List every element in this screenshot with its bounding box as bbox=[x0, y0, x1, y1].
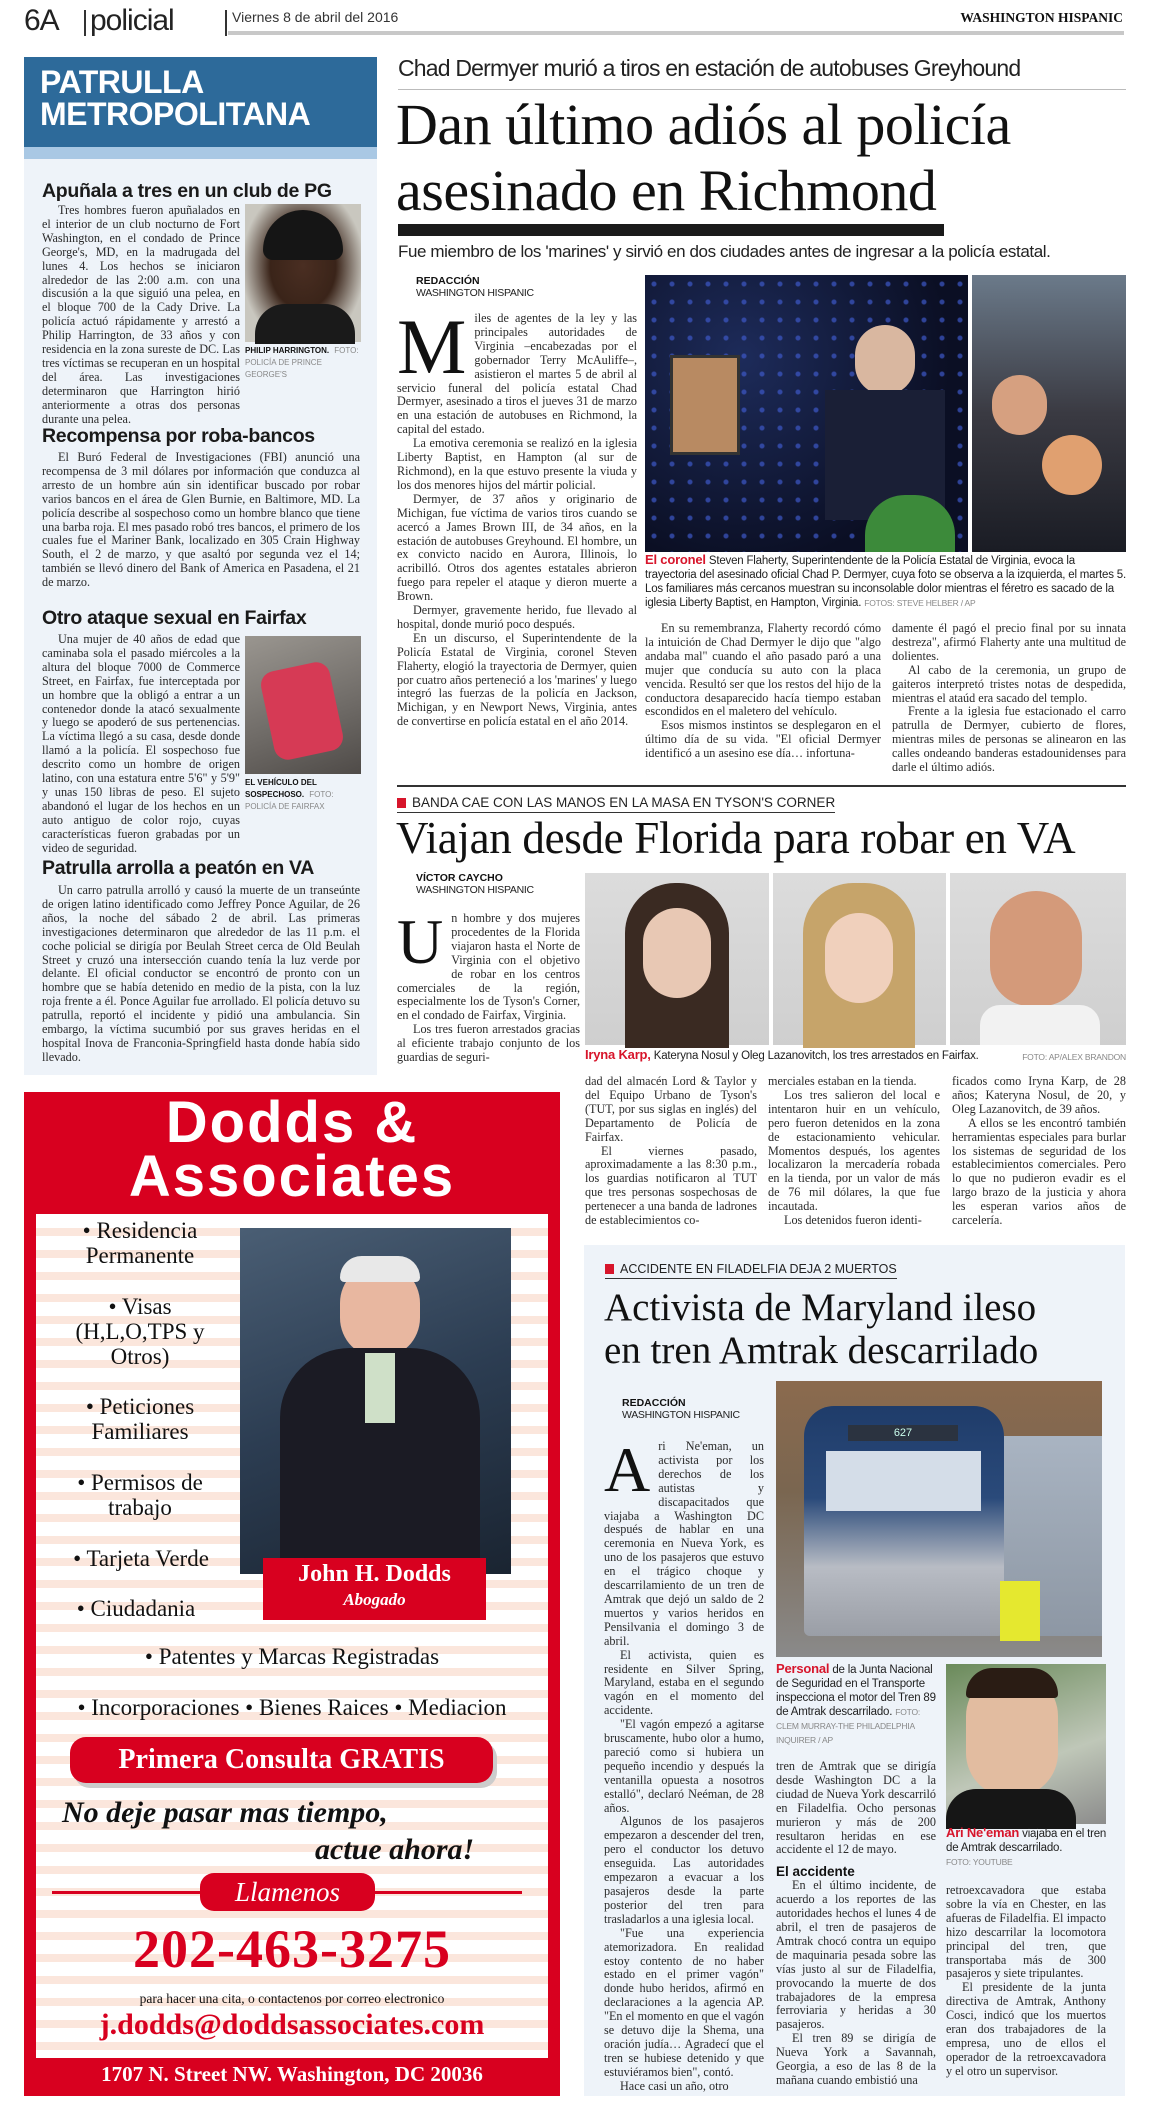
story1-column3 bbox=[892, 622, 1126, 775]
ad-slogan-line1: No deje pasar mas tiempo, bbox=[62, 1796, 388, 1829]
dropcap: M bbox=[397, 303, 467, 390]
shirt-collar bbox=[365, 1353, 395, 1423]
harrington-photo bbox=[245, 204, 361, 342]
brief-paragraph: El Buró Federal de Investigaciones (FBI) anunció una recompensa de 3 mil dólares por información que conduzca al arresto de un hombre aún sin identificar buscado por robar varios bancos en el área de Glen Burnie, en Baltimore, MD. La policía describe al sospechoso como un hombre blanco que tiene una barba roja. El mes pasado robó tres bancos, el primero de los cuales fue el Mariner Bank, localizado en 305 Crain Highway South, el 2 de marzo, y que asaltó por segunda vez el 14; también se llevó dinero del Bank of America en Pasadena, el 21 de marzo. bbox=[42, 450, 360, 590]
headline-bar bbox=[398, 224, 944, 236]
paragraph: Hace casi un año, otro bbox=[620, 2078, 729, 2093]
officer-portrait bbox=[670, 355, 740, 455]
photo-shirt bbox=[255, 304, 355, 344]
ad-contact-note: para hacer una cita, o contactenos por correo electronico bbox=[139, 1991, 445, 2006]
story2-column2 bbox=[768, 1075, 940, 1228]
brief-headline: Otro ataque sexual en Fairfax bbox=[42, 607, 307, 629]
photo-credit: FOTO: AP/ALEX BRANDON bbox=[1022, 1052, 1126, 1062]
brief-headline: Patrulla arrolla a peatón en VA bbox=[42, 857, 315, 879]
paragraph: La emotiva ceremonia se realizó en la iglesia Liberty Baptist, en Hampton (al sur de Richmond), en la que estuvo presente la viuda y los dos menores hijos del mártir policial. bbox=[397, 436, 637, 492]
harrington-caption bbox=[245, 343, 365, 379]
paragraph: damente él pagó el precio final por su innata destreza", afirmó Flaherty ante una multitud de dolientes. bbox=[892, 621, 1126, 663]
ad-phone-number[interactable]: 202-463-3275 bbox=[133, 1919, 451, 1979]
shirt bbox=[946, 1789, 1076, 1829]
paragraph: ficados como Iryna Karp, de 28 años; Kateryna Nosul, de 20, y Oleg Lazanovitch, de 39 años. bbox=[952, 1074, 1126, 1116]
ad-slogan-line2: actue ahora! bbox=[315, 1833, 475, 1866]
lead-paragraph: n hombre y dos mujeres procedentes de la Florida viajaron hasta el Norte de Virginia con el objetivo de robar en los centros comerciales de la región, especialmente los de Tyson's Corner, en el condado de Fairfax, Virginia. bbox=[397, 911, 580, 1023]
headline-line: asesinado en Richmond bbox=[396, 158, 937, 223]
vehicle-caption bbox=[245, 775, 365, 811]
face bbox=[825, 913, 893, 1003]
photo-credit: FOTOS: STEVE HELBER / AP bbox=[864, 598, 976, 608]
patrulla-title-line2: METROPOLITANA bbox=[40, 96, 311, 132]
story3-column1 bbox=[604, 1434, 764, 2094]
caption-lead: Personal bbox=[776, 1661, 830, 1676]
call-us-badge: Llamenos bbox=[200, 1873, 375, 1911]
story3-subhead: El accidente bbox=[776, 1864, 855, 1880]
mourner-face bbox=[992, 375, 1047, 435]
section-name: policial bbox=[90, 4, 174, 37]
story3-column3 bbox=[946, 1884, 1106, 2079]
funeral-podium-photo bbox=[645, 275, 968, 552]
story2-headline: Viajan desde Florida para robar en VA bbox=[396, 813, 1076, 863]
red-square-icon bbox=[605, 1264, 614, 1274]
header-divider bbox=[84, 10, 86, 36]
paragraph: En el último incidente, de acuerdo a los reportes de las autoridades hechos el lunes 4 de abril, el tren de pasajeros de Amtrak chocó contra un equipo de maquinaria pesada sobre las vías justo al sur de Filadelfia, provocando la muerte de dos trabajadores de la empresa ferroviaria y heridas a 30 pasajeros. bbox=[776, 1878, 936, 2032]
caption-lead: El coronel bbox=[645, 552, 706, 567]
brief-paragraph: Una mujer de 40 años de edad que caminaba sola el pasado miércoles a la altura del bloque 7000 de Commerce Street, en Fairfax, fue interceptada por un hombre que la obligó a entrar a un contenedor donde la atacó sexualmente y luego se apoderó de sus pertenencias. La víctima llegó a su casa, desde donde llamó a la policía. El sospechoso fue descrito como un hombre de origen latino, con una estatura entre 5'6" y 5'9" y unas 150 libras de peso. El sujeto abandonó el lugar de los hechos en un auto antiguo de color rojo, cuyas características fueron grabadas por un video de seguridad. bbox=[42, 632, 240, 855]
caption-text: Steven Flaherty, Superintendente de la Policía Estatal de Virginia, evoca la trayectoria del asesinado oficial Chad P. Dermyer, cuya foto se observa a la izquierda, el martes 5. Los familiares más cercanos muestran su inconsolable dolor mientras el féretro es sacado de la iglesia Liberty Baptist, en Hampton, Virginia. bbox=[645, 555, 1126, 609]
mourners-photo bbox=[972, 275, 1126, 552]
patrulla-accent-band bbox=[24, 147, 377, 159]
brief-paragraph: Un carro patrulla arrolló y causó la muerte de un transeúnte de origen latino identificado como Jeffrey Ponce Aguilar, de 26 años, la noche del sábado 2 de abril. Las primeras investigaciones determinaron que alrededor de las 11 p.m. el coche policial se dirigía por Beulah Street cerca de Old Beulah Street y cruzó una intersección cuando tenía la luz verde por delante. El oficial conductor se encontró de pronto con un hombre que se había detenido en medio de la pista, con la luz roja frente a él. Ponce Aguilar fue arrollado. El policía detuvo su patrulla, reportó el incidente y pidió una ambulancia. Sin embargo, la víctima sucumbió por sus graves heridas en el hospital Inova de Franconia-Springfield hasta donde había sido llevado. bbox=[42, 883, 360, 1064]
patrulla-title bbox=[40, 66, 310, 130]
story1-column1 bbox=[397, 303, 637, 729]
paragraph: En un discurso, el Superintendente de la Policía Estatal de Virginia, coronel Steven Flaherty, elogió la trayectoria de Dermyer, quien por cuatro años perteneció a los 'marines' y luego integró las fuerzas de la policía en Jackson, Michigan, y en Newport News, Virginia, antes de convertirse en policía estatal en el año 2014. bbox=[397, 630, 637, 729]
story2-kicker bbox=[397, 795, 835, 813]
paragraph: El tren 89 se dirigía de Nueva York a Savannah, Georgia, a eso de las 8 de la mañana cuando embistió una bbox=[776, 2031, 936, 2087]
brief-body bbox=[42, 632, 240, 855]
attorney-photo bbox=[240, 1228, 511, 1574]
firm-name-line: Dodds & bbox=[165, 1090, 419, 1155]
header-divider bbox=[225, 10, 227, 36]
paragraph: Los tres salieron del local e intentaron huir en un vehículo, pero fueron detenidos en la zona de estacionamiento vehicular. Momentos después, los agentes localizaron la mercadería robada en la tienda, por un valor de más de 76 mil dólares, la que fue incautada. bbox=[768, 1087, 940, 1214]
ad-service-item: • Incorporaciones • Bienes Raices • Mediacion bbox=[77, 1695, 507, 1720]
paragraph: A ellos se les encontró también herramientas especiales para burlar los sistemas de seguridad de los establecimientos comerciales. Pero lo que no pudieron evadir es el largo brazo de la justicia y ahora les esperan varios años de carcelería. bbox=[952, 1115, 1126, 1228]
brief-headline: Recompensa por roba-bancos bbox=[42, 425, 315, 447]
headline-line: Activista de Maryland ileso bbox=[604, 1286, 1037, 1329]
train-photo-caption bbox=[776, 1662, 941, 1747]
dropcap: U bbox=[397, 906, 444, 977]
section-divider bbox=[397, 785, 1126, 787]
byline-name: VÍCTOR CAYCHO bbox=[416, 872, 503, 884]
byline-name: REDACCIÓN bbox=[416, 275, 480, 287]
face bbox=[990, 891, 1082, 1006]
ad-email-link[interactable]: j.dodds@doddsassociates.com bbox=[99, 2008, 485, 2041]
lead-paragraph: iles de agentes de la ley y las principales autoridades de Virginia –encabezadas por el gobernador Terry McAuliffe–, asistieron el martes 5 de abril al servicio funeral del policía estatal Chad Dermyer, asesinado a tiros el jueves 31 de marzo en una estación de autobuses en Richmond, la capital del estado. bbox=[397, 311, 637, 437]
patrulla-title-line1: PATRULLA bbox=[40, 64, 204, 100]
red-square-icon bbox=[397, 798, 406, 808]
hair bbox=[966, 1668, 1058, 1698]
byline-name: REDACCIÓN bbox=[622, 1397, 686, 1409]
story2-lead-column bbox=[397, 906, 580, 1065]
caption-credit: FOTO: POLICÍA DE PRINCE GEORGE'S bbox=[245, 346, 359, 379]
paragraph: En su remembranza, Flaherty recordó cómo la intuición de Chad Dermyer le dijo que "algo andaba mal" cuando el año pasado paró a una mujer que conducía su auto con la placa vencida. Resultó ser que los restos del hijo de la conductora desaparecido hacía tiempo estaban escondidos en el maletero del vehículo. bbox=[645, 621, 881, 719]
issue-date: Viernes 8 de abril del 2016 bbox=[232, 9, 399, 25]
brief-body bbox=[42, 884, 360, 1065]
story3-column2 bbox=[776, 1760, 936, 2088]
ad-service-item: • Peticiones Familiares bbox=[85, 1394, 195, 1444]
caption-text: Kateryna Nosul y Oleg Lazanovitch, los tres arrestados en Fairfax. bbox=[653, 1050, 979, 1062]
ad-address: 1707 N. Street NW. Washington, DC 20036 bbox=[101, 2062, 483, 2086]
page-number: 6A bbox=[24, 4, 59, 37]
paragraph: "Fue una experiencia atemorizadora. En realidad estoy contento de no haber estado en el primer vagón" donde hubo heridos, afirmó en declaraciones a la agencia AP. "En el momento en que el vagón se detuvo dije la Shema, una oración judía… Agradecí que el tren se hubiese detenido y que estuviéramos bien", contó. bbox=[604, 1925, 764, 2079]
story1-column2 bbox=[645, 622, 881, 761]
free-consultation-badge: Primera Consulta GRATIS bbox=[70, 1737, 493, 1783]
story2-column1 bbox=[585, 1075, 757, 1228]
red-car-shape bbox=[258, 660, 345, 763]
attorney-name-box bbox=[263, 1558, 486, 1620]
paragraph: merciales estaban en la tienda. bbox=[768, 1074, 917, 1088]
hair bbox=[340, 1256, 420, 1282]
child-head bbox=[1042, 435, 1102, 495]
paragraph: tren de Amtrak que se dirigía desde Washington DC a la ciudad de Nueva York descarriló en Filadelfia. Ocho personas murieron y más de 200 resultaron heridas en ese accidente el 12 de mayo. bbox=[776, 1759, 936, 1857]
story3-headline bbox=[604, 1286, 1038, 1372]
paragraph: dad del almacén Lord & Taylor y del Equipo Urbano de Tyson's (TUT, por sus siglas en inglés) del Departamento de Policía de Fairfax. bbox=[585, 1074, 757, 1144]
story1-kicker: Chad Dermyer murió a tiros en estación de autobuses Greyhound bbox=[398, 55, 1021, 81]
brief-body bbox=[42, 451, 360, 590]
paragraph: Al cabo de la ceremonia, un grupo de gaiteros interpretó tristes notas de despedida, mientras el ataúd era sacado del templo. bbox=[892, 662, 1126, 705]
caption-text: viajaba en el tren de Amtrak descarrilado. bbox=[946, 1828, 1107, 1854]
story1-photo-caption bbox=[645, 553, 1126, 610]
caption-credit: FOTO: POLICÍA DE FAIRFAX bbox=[245, 790, 334, 811]
photo-credit: FOTO: YOUTUBE bbox=[946, 1857, 1013, 1867]
byline-org: WASHINGTON HISPANIC bbox=[416, 884, 534, 896]
ad-service-item: • Patentes y Marcas Registradas bbox=[144, 1644, 440, 1669]
story3-kicker bbox=[605, 1262, 897, 1279]
brief-headline: Apuñala a tres en un club de PG bbox=[42, 180, 332, 202]
mugshot-oleg-lazanovitch bbox=[950, 873, 1126, 1045]
portrait-caption bbox=[946, 1826, 1111, 1869]
headline-line: Dan último adiós al policía bbox=[396, 92, 1011, 157]
paragraph: Frente a la iglesia fue estacionado el carro patrulla de Dermyer, cubierto de flores, mientras miles de personas se alinearon en las calles ondeando banderas estadounidenses para darle el último adiós. bbox=[892, 704, 1126, 775]
brief-body bbox=[42, 203, 240, 426]
story1-byline bbox=[416, 275, 534, 299]
ad-service-item: • Residencia Permanente bbox=[82, 1218, 198, 1268]
ad-service-item: • Visas (H,L,O,TPS y Otros) bbox=[75, 1294, 205, 1369]
attorney-title: Abogado bbox=[343, 1590, 406, 1609]
story2-column3 bbox=[952, 1075, 1126, 1228]
paragraph: Los detenidos fueron identi- bbox=[784, 1213, 922, 1228]
story2-byline bbox=[416, 872, 534, 896]
shirt bbox=[980, 1005, 1100, 1045]
suspect-vehicle-photo bbox=[245, 636, 361, 774]
photo-credit: FOTO: CLEM MURRAY-THE PHILADELPHIA INQUIRER / AP bbox=[776, 1707, 921, 1745]
paragraph: Los tres fueron arrestados gracias al eficiente trabajo conjunto de los guardias de seguri- bbox=[397, 1022, 580, 1065]
paragraph: Esos mismos instintos se desplegaron en el último día de su vida. "El oficial Dermyer identificó a un asesino ese día… infortuna- bbox=[645, 718, 881, 761]
paragraph: Dermyer, gravemente herido, fue llevado al hospital, donde murió poco después. bbox=[397, 603, 637, 631]
kicker-text: BANDA CAE CON LAS MANOS EN LA MASA EN TYSON'S CORNER bbox=[412, 795, 836, 810]
mugshot-kateryna-nosul bbox=[773, 873, 946, 1045]
inspector-vest bbox=[1000, 1581, 1040, 1641]
face bbox=[643, 908, 711, 998]
newspaper-brand: WASHINGTON HISPANIC bbox=[960, 10, 1123, 25]
kicker-text: ACCIDENTE EN FILADELFIA DEJA 2 MUERTOS bbox=[620, 1262, 897, 1276]
ari-neeman-photo bbox=[946, 1664, 1106, 1824]
story1-headline bbox=[396, 92, 1011, 224]
story2-photo-caption bbox=[585, 1048, 1126, 1064]
byline-org: WASHINGTON HISPANIC bbox=[622, 1409, 740, 1421]
paragraph: retroexcavadora que estaba sobre la vía en Chester, en las afueras de Filadelfia. El impacto hizo descarrilar la locomotora principal del tren, que transportaba más de 300 pasajeros y siete tripulantes. bbox=[946, 1883, 1106, 1981]
caption-lead: Ari Ne'eman bbox=[946, 1825, 1020, 1840]
paragraph: El presidente de la junta directiva de Amtrak, Anthony Cosci, indicó que los muertos eran dos trabajadores de la empresa, uno de ellos el operador de la retroexcavadora y el otro un supervisor. bbox=[946, 1980, 1106, 2078]
shattered-windshield bbox=[826, 1451, 981, 1511]
caption-name: PHILIP HARRINGTON. bbox=[245, 346, 330, 355]
caption-lead: Iryna Karp, bbox=[585, 1047, 651, 1062]
ad-service-item: • Permisos de trabajo bbox=[77, 1470, 203, 1520]
headline-line: en tren Amtrak descarrilado bbox=[604, 1329, 1039, 1372]
story3-byline bbox=[622, 1397, 740, 1421]
speaker-head bbox=[855, 325, 915, 395]
caption-name: EL VEHÍCULO DEL SOSPECHOSO. bbox=[245, 778, 317, 799]
paragraph: Dermyer, de 37 años y originario de Michigan, fue víctima de varios tiros cuando se acercó a James Brown III, de 34 años, en la estación de autobuses Greyhound. El hombre, un ex convicto nacido en Aurora, Illinois, lo acribilló. Otros dos agentes estatales abrieron fuego para repeler el ataque y dieron muerte a Brown. bbox=[397, 491, 637, 604]
photo-hair bbox=[263, 210, 343, 260]
byline-org: WASHINGTON HISPANIC bbox=[416, 287, 534, 299]
kicker-rule bbox=[398, 89, 1126, 90]
paragraph: El activista, quien es residente en Silver Spring, Maryland, estaba en el segundo vagón en el momento del accidente. bbox=[604, 1647, 764, 1718]
mugshot-iryna-karp bbox=[585, 873, 769, 1045]
lead-paragraph: ri Ne'eman, un activista por los derechos de los autistas y discapacitados que viajaba a Washington DC después de hablar en una ceremonia en Nueva York, es uno de los pasajeros que estuvo en el trágico choque y descarrilamiento de un tren de Amtrak que dejó un saldo de 2 muertos y varios heridos en Pensilvania el domingo 3 de abril. bbox=[604, 1439, 764, 1648]
firm-name-line: Associates bbox=[128, 1144, 456, 1209]
ad-firm-name bbox=[24, 1090, 560, 1209]
attorney-name: John H. Dodds bbox=[298, 1561, 451, 1587]
header-rule bbox=[228, 31, 1124, 35]
brief-paragraph: Tres hombres fueron apuñalados en el interior de un club nocturno de Fort Washington, en el condado de Prince George's, MD, en la madrugada del lunes 4. Los hechos se iniciaron alrededor de las 2:00 a.m. con una discusión a la que siguió una pelea, en el bloque 700 de la Cady Drive. La policía actuó rápidamente y arrestó a Philip Harrington, de 33 años y con residencia en la zona sureste de DC. Las tres víctimas se recuperan en un hospital del área. Las investigaciones determinaron que Harrington hirió anteriormente a otras dos personas durante una pelea. bbox=[42, 203, 240, 426]
paragraph: El viernes pasado, aproximadamente a las 8:30 p.m., los guardias notificaron al TUT que tres personas sospechosas de pertenecer a una banda de ladrones de establecimientos co- bbox=[585, 1143, 757, 1228]
story1-dek: Fue miembro de los 'marines' y sirvió en dos ciudades antes de ingresar a la policía estatal. bbox=[398, 242, 1051, 261]
ad-service-item: • Tarjeta Verde bbox=[73, 1546, 209, 1571]
train-number-display: 627 bbox=[848, 1425, 958, 1441]
ad-service-item: • Ciudadania bbox=[76, 1596, 196, 1621]
paragraph: Algunos de los pasajeros empezaron a descender del tren, pero el conductor los detuvo enseguida. Las autoridades empezaron a evacuar a los pasajeros desde la parte posterior del tren para trasladarlos a una iglesia local. bbox=[604, 1814, 764, 1926]
caption-text: de la Junta Nacional de Seguridad en el Transporte inspecciona el motor del Tren 89 de Amtrak descarrilado. bbox=[776, 1664, 936, 1718]
derailed-train-photo bbox=[776, 1381, 1102, 1657]
dropcap: A bbox=[604, 1434, 651, 1505]
paragraph: "El vagón empezó a agitarse bruscamente, hubo olor a humo, pareció como si hubiera un pequeño incendio y después la ventanilla opuesta a nosotros estalló", declaró Neéman, de 28 años. bbox=[604, 1717, 764, 1815]
